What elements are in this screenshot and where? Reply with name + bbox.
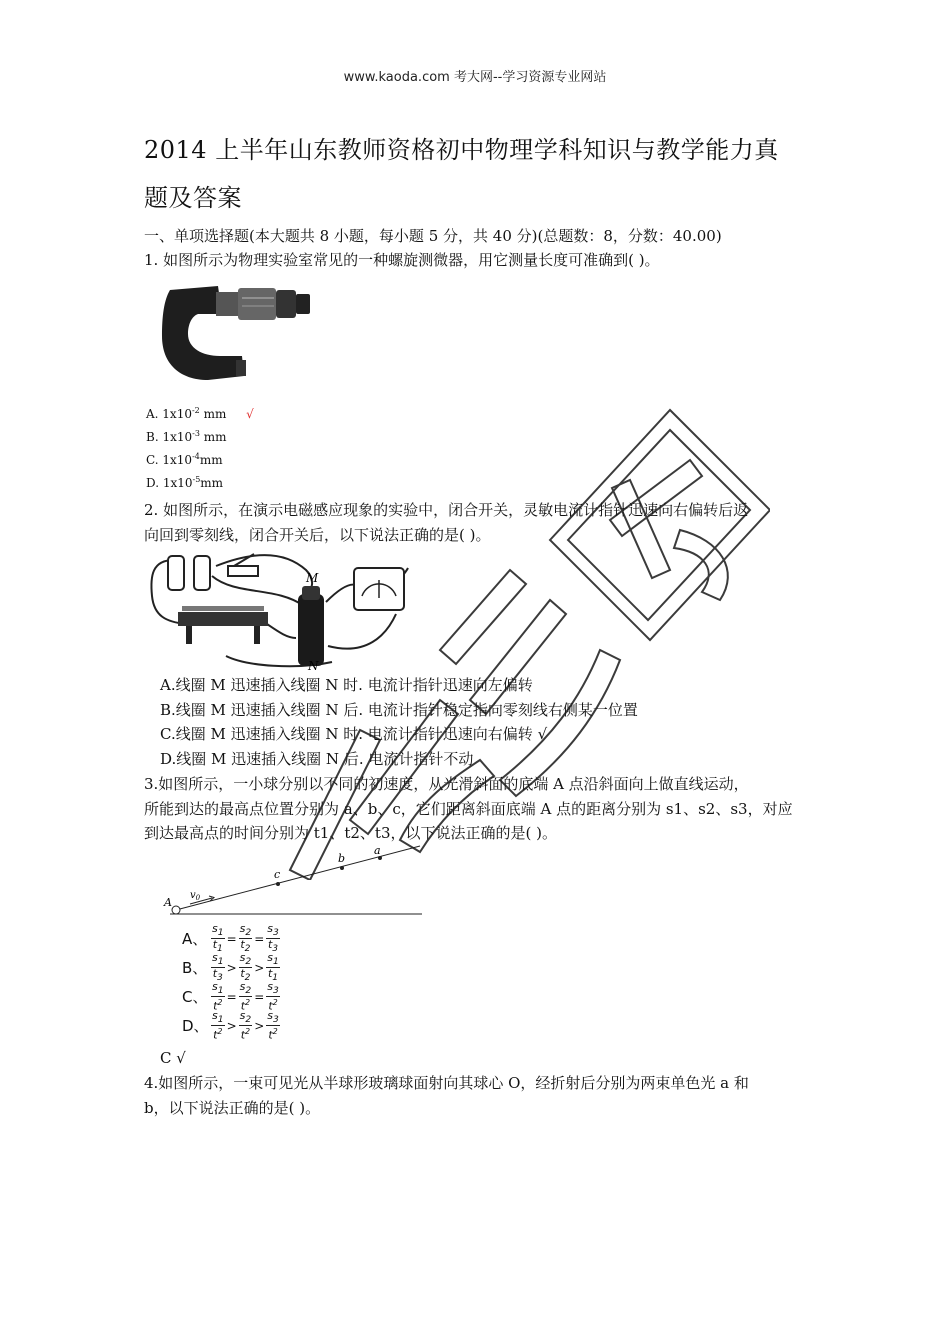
q3-stem-line3: 到达最高点的时间分别为 t1、t2、t3，以下说法正确的是( )。	[144, 824, 557, 842]
q1-option-d: D. $1x10^{-5}mm$	[146, 475, 224, 490]
q3-option-c: C、 $\frac{s_1}{t^2}$ = $\frac{s_2}{t^2}$ = $\frac{s_3}{t^2}$	[182, 980, 279, 1013]
page-title-line2: 题及答案	[144, 184, 242, 212]
q4-stem-line2: b，以下说法正确的是( )。	[144, 1099, 321, 1117]
q1-option-a: A. $1x10^{-2}$ mm √	[146, 406, 254, 421]
coil-m-label: M	[306, 571, 319, 585]
q2-option-b: B.线圈 M 迅速插入线圈 N 后. 电流计指针稳定指向零刻线右侧某一位置	[160, 701, 638, 719]
q3-option-a: A、 $\frac{s_1}{t_1}$ = $\frac{s_2}{t_2}$ = $\frac{s_3}{t_3}$	[182, 921, 279, 955]
q3-stem-line1: 3.如图所示，一小球分别以不同的初速度，从光滑斜面的底端 A 点沿斜面向上做直线运动，	[144, 775, 749, 793]
q3-option-d: D、 $\frac{s_1}{t^2}$ > $\frac{s_2}{t^2}$ > $\frac{s_3}{t^2}$	[182, 1009, 279, 1042]
correct-check-icon: √	[246, 407, 254, 421]
point-c-label: c	[274, 868, 281, 881]
point-a-label: A	[164, 896, 172, 909]
coil-n-label: N	[308, 659, 319, 672]
q2-option-a: A.线圈 M 迅速插入线圈 N 时. 电流计指针迅速向左偏转	[160, 676, 533, 694]
section-heading: 一、单项选择题(本大题共 8 小题，每小题 5 分，共 40 分)(总题数：8，分数：40.00)	[144, 227, 722, 245]
q2-option-d: D.线圈 M 迅速插入线圈 N 后. 电流计指针不动	[160, 750, 474, 768]
point-b-label: b	[338, 852, 346, 865]
point-a-top-label: a	[374, 844, 381, 857]
q3-stem-line2: 所能到达的最高点位置分别为 a、b、c，它们距离斜面底端 A 点的距离分别为 s1、s2、s3，对应	[144, 800, 793, 818]
micrometer-figure	[158, 276, 318, 388]
q2-stem-line1: 2. 如图所示，在演示电磁感应现象的实验中，闭合开关，灵敏电流计指针迅速向右偏转后返	[144, 501, 749, 519]
q2-stem-line2: 向回到零刻线，闭合开关后，以下说法正确的是( )。	[144, 526, 491, 544]
q3-options	[182, 921, 281, 1042]
q1-option-c: C. $1x10^{-4}mm$	[146, 452, 223, 467]
incline-figure	[160, 842, 426, 924]
q4-stem-line1: 4.如图所示，一束可见光从半球形玻璃球面射向其球心 O，经折射后分别为两束单色光 a 和	[144, 1074, 749, 1092]
electromagnetic-induction-figure	[146, 546, 426, 672]
q3-answer: C √	[160, 1049, 186, 1067]
site-header: www.kaoda.com 考大网--学习资源专业网站	[343, 70, 607, 85]
q3-option-b: B、 $\frac{s_1}{t_3}$ > $\frac{s_2}{t_2}$ > $\frac{s_1}{t_1}$	[182, 950, 279, 984]
q2-option-c: C.线圈 M 迅速插入线圈 N 时. 电流计指针迅速向右偏转 √	[160, 725, 548, 743]
page-title-line1: 2014 上半年山东教师资格初中物理学科知识与教学能力真	[144, 136, 779, 164]
q1-option-b: B. $1x10^{-3}$ mm	[146, 429, 227, 444]
v0-label: $v_0$	[190, 890, 201, 902]
q1-stem: 1. 如图所示为物理实验室常见的一种螺旋测微器，用它测量长度可准确到( )。	[144, 251, 660, 269]
